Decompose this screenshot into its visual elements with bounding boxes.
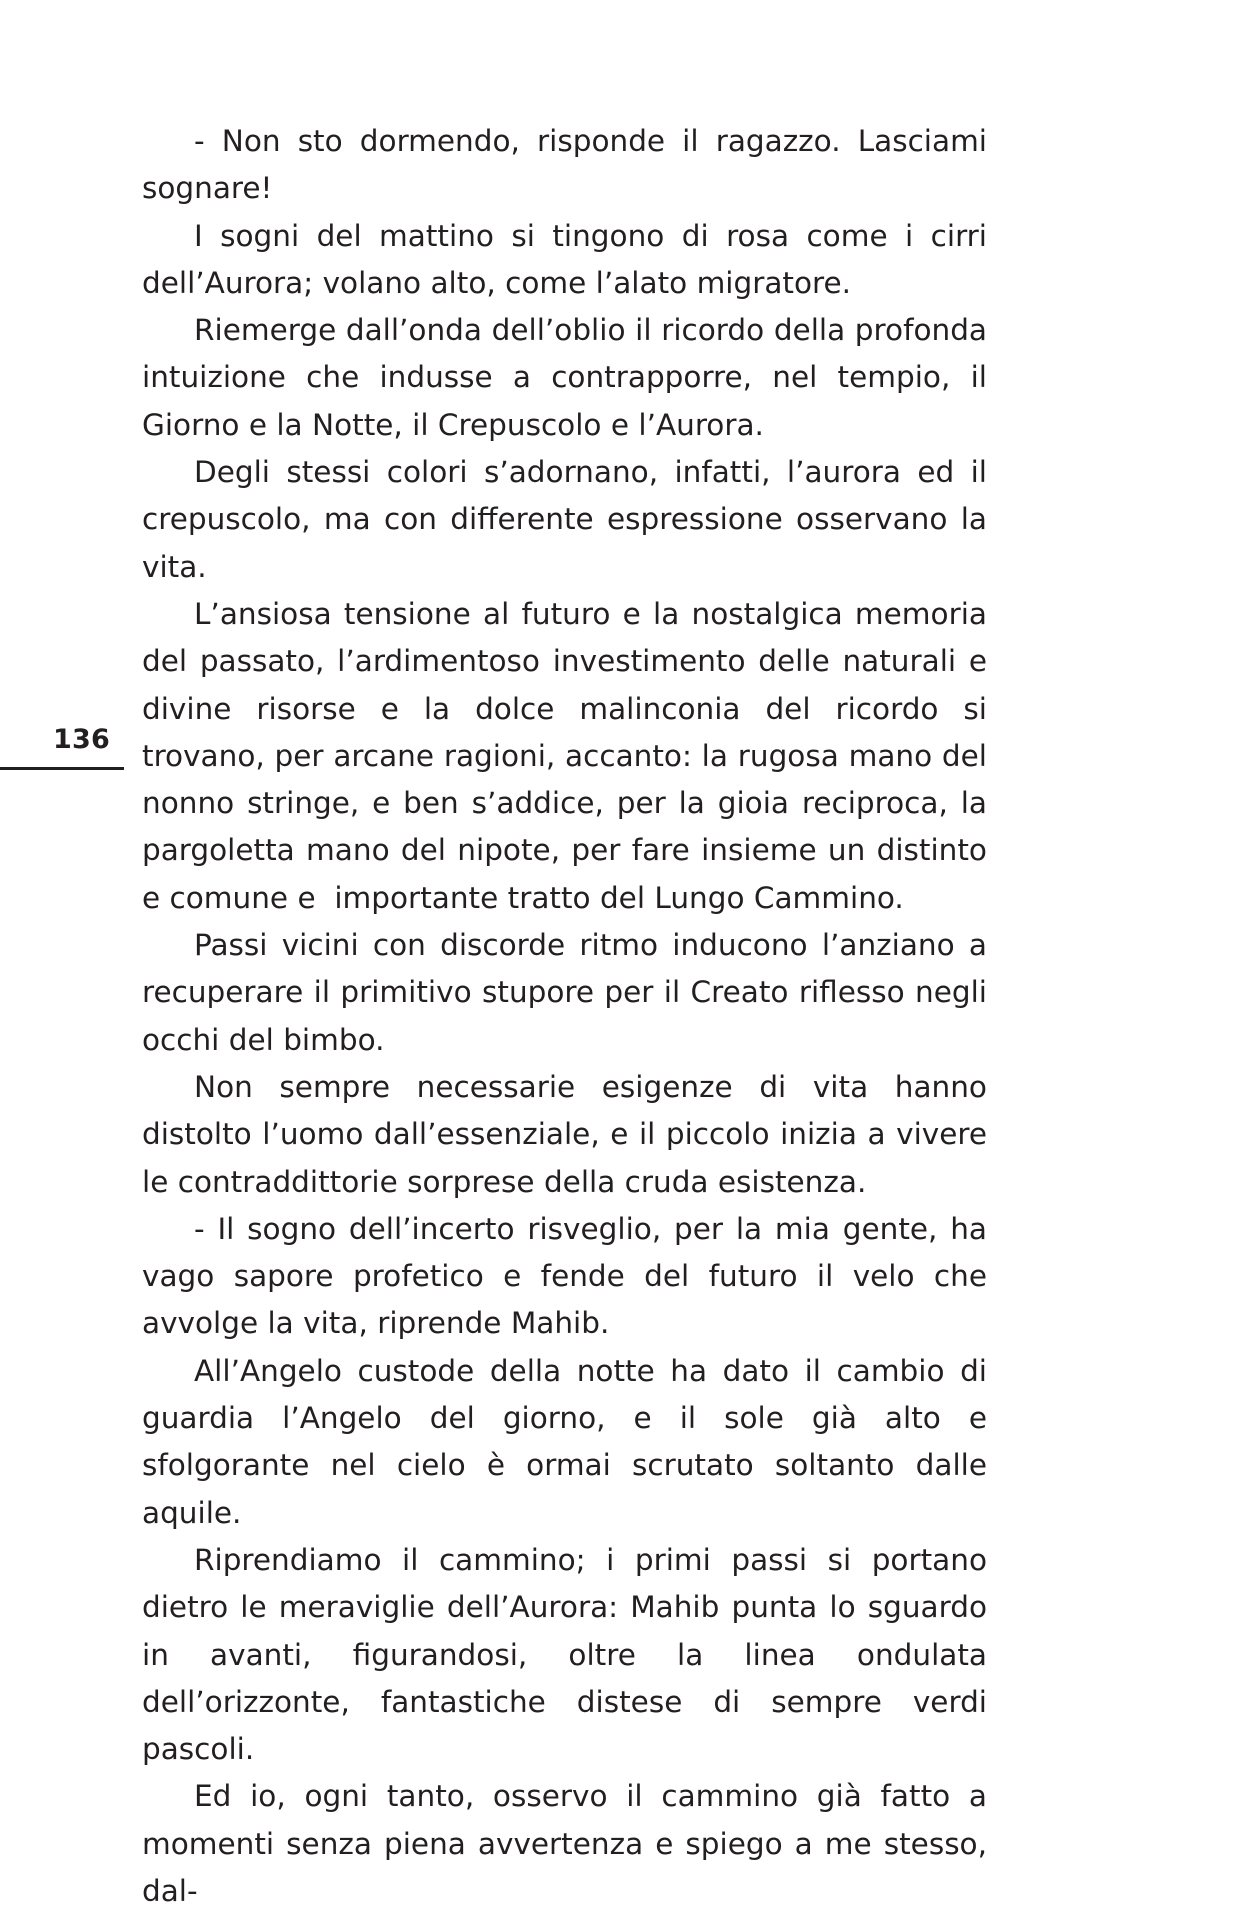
paragraph: - Non sto dormendo, risponde il ragazzo. Lasciami sognare!	[142, 124, 997, 206]
paragraph: Non sempre necessarie esigenze di vita hanno distolto l’uomo dall’essenziale, e il piccolo inizia a vivere le contraddittorie sorprese della cruda esistenza.	[142, 1069, 997, 1199]
page-number: 136	[53, 724, 110, 755]
folio-divider-rule	[0, 767, 124, 770]
paragraph: I sogni del mattino si tingono di rosa come i cirri dell’Aurora; volano alto, come l’alato migratore.	[142, 218, 997, 300]
body-text-column	[142, 118, 997, 1915]
paragraph: Ed io, ogni tanto, osservo il cammino già fatto a momenti senza piena avvertenza e spiego a me stesso, dal-	[142, 1779, 997, 1908]
paragraph: L’ansiosa tensione al futuro e la nostalgica memoria del passato, l’ardimentoso investimento delle naturali e divine risorse e la dolce malinconia del ricordo si trovano, per arcane ragioni, accanto: la rugosa mano del nonno stringe, e ben s’addice, per la gioia reciproca, la pargoletta mano del nipote, per fare insieme un distinto e comune e importante tratto del Lungo Cammino.	[142, 596, 997, 915]
folio-marker	[0, 726, 124, 786]
paragraph: Degli stessi colori s’adornano, infatti, l’aurora ed il crepuscolo, ma con differente espressione osservano la vita.	[142, 455, 997, 584]
paragraph: Riemerge dall’onda dell’oblio il ricordo della profonda intuizione che indusse a contrapporre, nel tempio, il Giorno e la Notte, il Crepuscolo e l’Aurora.	[142, 313, 997, 442]
paragraph: Passi vicini con discorde ritmo inducono l’anziano a recuperare il primitivo stupore per il Creato riflesso negli occhi del bimbo.	[142, 928, 997, 1057]
paragraph: - Il sogno dell’incerto risveglio, per la mia gente, ha vago sapore profetico e fende del futuro il velo che avvolge la vita, riprende Mahib.	[142, 1211, 997, 1341]
paragraph: All’Angelo custode della notte ha dato il cambio di guardia l’Angelo del giorno, e il sole già alto e sfolgorante nel cielo è ormai scrutato soltanto dalle aquile.	[142, 1353, 997, 1530]
paragraph: Riprendiamo il cammino; i primi passi si portano dietro le meraviglie dell’Aurora: Mahib punta lo sguardo in avanti, figurandosi, oltre la linea ondulata dell’orizzonte, fantastiche distese di sempre verdi pascoli.	[142, 1542, 997, 1767]
